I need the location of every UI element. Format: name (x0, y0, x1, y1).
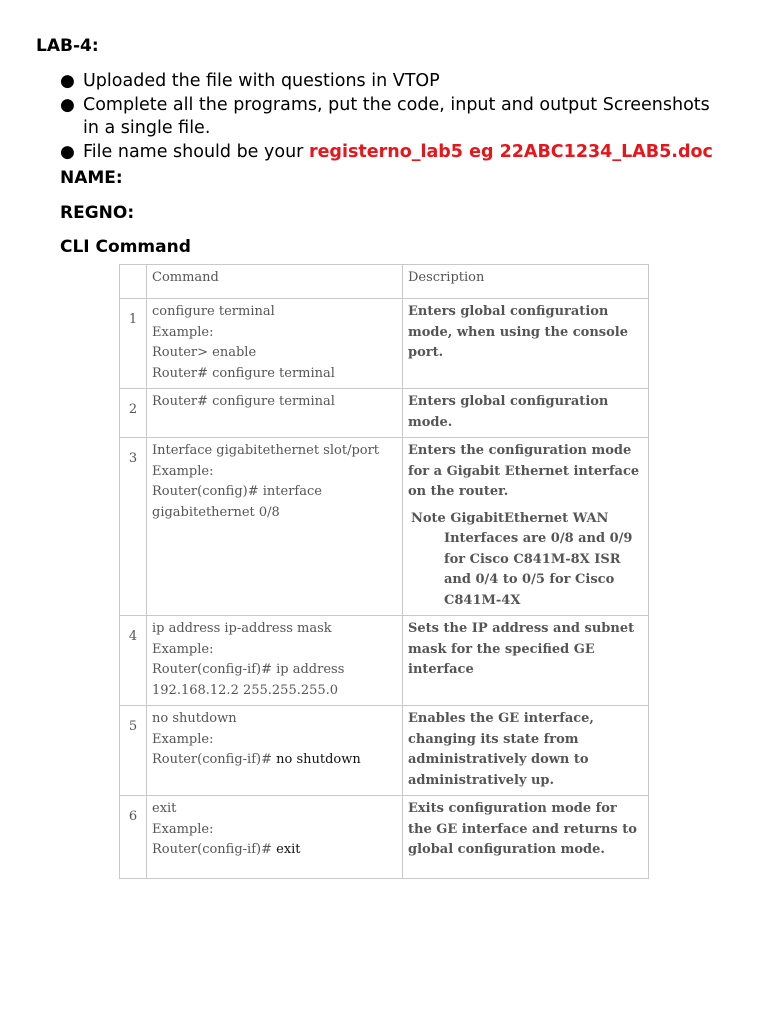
command-prompt: Router(config-if)# (152, 842, 277, 857)
regno-label: REGNO: (60, 203, 135, 223)
command-cell (147, 796, 403, 879)
instructions-list (60, 70, 730, 164)
instruction-item (60, 94, 730, 141)
instruction-item (60, 141, 730, 165)
command-line: Example: (152, 641, 214, 657)
cli-command-table (119, 264, 649, 879)
command-line: Router# configure terminal (152, 394, 335, 409)
command-line (152, 840, 397, 861)
note-detail: Interfaces are 0/8 and 0/9 for Cisco C841M-8X ISR and 0/4 to 0/5 for Cisco C841M-4X (444, 531, 633, 608)
command-line: Example: (152, 324, 214, 340)
row-number: 3 (120, 438, 147, 616)
table-row (120, 389, 649, 438)
description-cell: Enters global configuration mode. (403, 389, 649, 438)
header-command: Command (147, 265, 403, 299)
description-cell (403, 438, 649, 616)
command-line: Example: (152, 731, 214, 747)
bullet-icon: ● (60, 94, 75, 115)
bullet-icon: ● (60, 141, 75, 162)
note-label: Note (411, 510, 446, 526)
command-line: Example: (152, 821, 214, 837)
command-line (152, 750, 397, 771)
command-cell (147, 706, 403, 796)
filename-highlight: registerno_lab5 eg 22ABC1234_LAB5.doc (308, 141, 713, 162)
instruction-text: Uploaded the file with questions in VTOP (83, 71, 440, 91)
command-line: Example: (152, 463, 214, 479)
command-line: no shutdown (152, 711, 237, 726)
table-row (120, 438, 649, 616)
row-number: 2 (120, 389, 147, 438)
description-cell: Enables the GE interface, changing its state from administratively down to administratively up. (403, 706, 649, 796)
instruction-item (60, 70, 730, 94)
lab-title: LAB-4: (36, 36, 99, 56)
header-num (120, 265, 147, 299)
command-line: Interface gigabitethernet slot/port (152, 443, 380, 458)
instruction-text: Complete all the programs, put the code, input and output Screenshots in a single file. (83, 94, 710, 138)
description-cell: Sets the IP address and subnet mask for the specified GE interface (403, 616, 649, 706)
command-cell (147, 299, 403, 389)
command-cell (147, 438, 403, 616)
command-line: Router# configure terminal (152, 365, 335, 381)
table-row (120, 616, 649, 706)
note-text: GigabitEthernet WAN (450, 510, 609, 526)
note-line (408, 509, 643, 530)
name-label: NAME: (60, 168, 123, 188)
description-cell: Exits configuration mode for the GE interface and returns to global configuration mode. (403, 796, 649, 879)
row-number: 4 (120, 616, 147, 706)
command-line: exit (152, 801, 177, 816)
description-cell: Enters global configuration mode, when using the console port. (403, 299, 649, 389)
row-number: 5 (120, 706, 147, 796)
table-row (120, 299, 649, 389)
command-prompt: Router(config-if)# (152, 752, 277, 767)
instruction-text: File name should be your (83, 141, 309, 162)
description-text: Enters the configuration mode for a Gigabit Ethernet interface on the router. (408, 443, 640, 499)
command-keyword: no shutdown (276, 752, 361, 767)
command-keyword: exit (276, 842, 301, 857)
header-description: Description (403, 265, 649, 299)
section-heading: CLI Command (60, 237, 191, 257)
command-line: Router(config-if)# ip address 192.168.12.2 255.255.255.0 (152, 662, 345, 698)
command-cell (147, 389, 403, 438)
table-header-row (120, 265, 649, 299)
command-line: Router> enable (152, 345, 257, 360)
command-cell (147, 616, 403, 706)
bullet-icon: ● (60, 71, 75, 91)
command-line: ip address ip-address mask (152, 621, 332, 636)
row-number: 1 (120, 299, 147, 389)
table-row (120, 706, 649, 796)
command-line: Router(config)# interface gigabitethernet 0/8 (152, 484, 322, 520)
command-line: configure terminal (152, 304, 275, 319)
table-row (120, 796, 649, 879)
row-number: 6 (120, 796, 147, 879)
